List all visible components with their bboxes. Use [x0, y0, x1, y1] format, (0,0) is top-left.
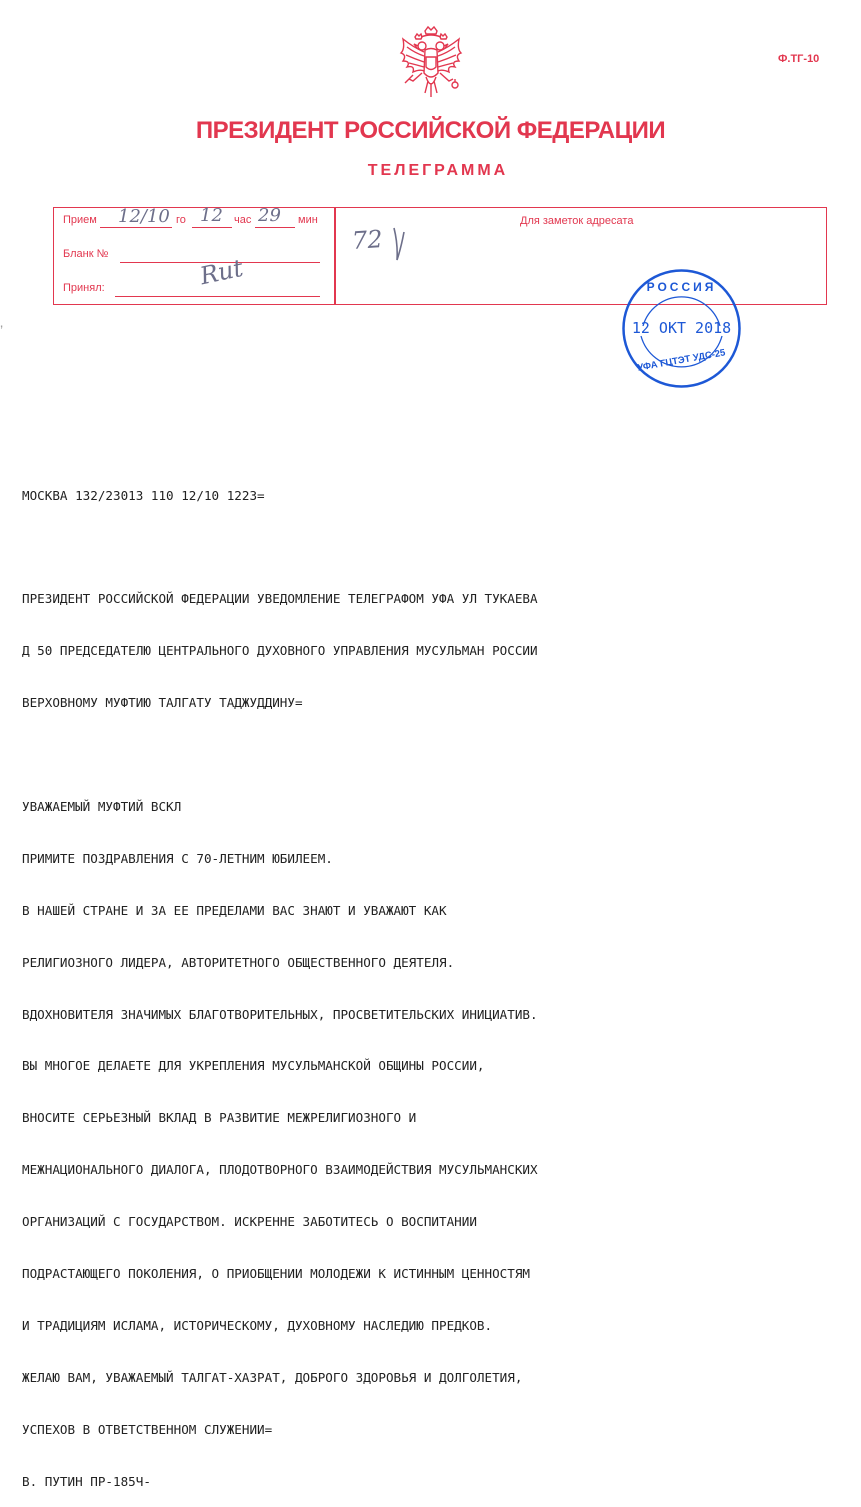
form-divider: [334, 207, 336, 305]
telegram-line: Д 50 ПРЕДСЕДАТЕЛЮ ЦЕНТРАЛЬНОГО ДУХОВНОГО УПРАВЛЕНИЯ МУСУЛЬМАН РОССИИ: [22, 643, 538, 659]
telegram-line: ПРЕЗИДЕНТ РОССИЙСКОЙ ФЕДЕРАЦИИ УВЕДОМЛЕНИЕ ТЕЛЕГРАФОМ УФА УЛ ТУКАЕВА: [22, 591, 538, 607]
minute-line: [255, 227, 295, 228]
telegram-line: [22, 538, 538, 555]
telegram-line: ПРИМИТЕ ПОЗДРАВЛЕНИЯ С 70-ЛЕТНИМ ЮБИЛЕЕМ.: [22, 850, 333, 866]
telegram-line: УВАЖАЕМЫЙ МУФТИЙ ВСКЛ: [22, 798, 182, 814]
accepted-line: [115, 296, 320, 297]
notes-label: Для заметок адресата: [520, 215, 634, 227]
telegram-line: ОРГАНИЗАЦИЙ С ГОСУДАРСТВОМ. ИСКРЕННЕ ЗАБОТИТЕСЬ О ВОСПИТАНИИ: [22, 1214, 477, 1230]
telegram-line: ПОДРАСТАЮЩЕГО ПОКОЛЕНИЯ, О ПРИОБЩЕНИИ МОЛОДЕЖИ К ИСТИННЫМ ЦЕННОСТЯМ: [22, 1265, 530, 1281]
received-line: [100, 227, 172, 228]
telegram-line: В НАШЕЙ СТРАНЕ И ЗА ЕЕ ПРЕДЕЛАМИ ВАС ЗНАЮТ И УВАЖАЮТ КАК: [22, 902, 447, 918]
telegram-body: [22, 452, 538, 1507]
received-date-handwritten: 12/10: [118, 206, 170, 227]
telegram-line: И ТРАДИЦИЯМ ИСЛАМА, ИСТОРИЧЕСКОМУ, ДУХОВНОМУ НАСЛЕДИЮ ПРЕДКОВ.: [22, 1317, 493, 1333]
telegram-line: УСПЕХОВ В ОТВЕТСТВЕННОМ СЛУЖЕНИИ=: [22, 1421, 273, 1437]
document-type-title: ТЕЛЕГРАММА: [367, 162, 509, 179]
telegram-line: ЖЕЛАЮ ВАМ, УВАЖАЕМЫЙ ТАЛГАТ-ХАЗРАТ, ДОБРОГО ЗДОРОВЬЯ И ДОЛГОЛЕТИЯ,: [22, 1369, 523, 1385]
telegram-line: МЕЖНАЦИОНАЛЬНОГО ДИАЛОГА, ПЛОДОТВОРНОГО ВЗАИМОДЕЙСТВИЯ МУСУЛЬМАНСКИХ: [22, 1162, 538, 1178]
telegram-line: ВЕРХОВНОМУ МУФТИЮ ТАЛГАТУ ТАДЖУДДИНУ=: [22, 695, 303, 711]
stamp-office: УФА ГЦТЭТ УДС-25: [636, 347, 727, 374]
handwritten-note: 72: [351, 224, 384, 256]
telegram-line: ВЫ МНОГОЕ ДЕЛАЕТЕ ДЛЯ УКРЕПЛЕНИЯ МУСУЛЬМАНСКОЙ ОБЩИНЫ РОССИИ,: [22, 1058, 485, 1074]
signature: Rut: [197, 253, 246, 291]
telegram-line: ВНОСИТЕ СЕРЬЕЗНЫЙ ВКЛАД В РАЗВИТИЕ МЕЖРЕЛИГИОЗНОГО И: [22, 1110, 417, 1126]
telegram-line: РЕЛИГИОЗНОГО ЛИДЕРА, АВТОРИТЕТНОГО ОБЩЕСТВЕННОГО ДЕЯТЕЛЯ.: [22, 954, 455, 970]
president-title: ПРЕЗИДЕНТ РОССИЙСКОЙ ФЕДЕРАЦИИ: [195, 117, 666, 144]
coat-of-arms-icon: [395, 25, 467, 105]
received-label: Прием: [63, 214, 97, 226]
minute-label: мин: [298, 214, 318, 226]
accepted-label: Принял:: [63, 282, 105, 294]
telegram-line: ВДОХНОВИТЕЛЯ ЗНАЧИМЫХ БЛАГОТВОРИТЕЛЬНЫХ, ПРОСВЕТИТЕЛЬСКИХ ИНИЦИАТИВ.: [22, 1006, 538, 1022]
telegram-line: В. ПУТИН ПР-185Ч-: [22, 1473, 151, 1489]
handwritten-mark: [392, 226, 406, 266]
stamp-date: 12 ОКТ 2018: [631, 319, 732, 337]
telegram-line: [22, 746, 538, 763]
blank-number-label: Бланк №: [63, 248, 109, 260]
hour-line: [192, 227, 232, 228]
edge-mark: ’: [0, 322, 4, 338]
stamp-country: РОССИЯ: [646, 280, 717, 294]
minute-handwritten: 29: [258, 205, 281, 226]
hour-handwritten: 12: [200, 205, 223, 226]
telegram-line: МОСКВА 132/23013 110 12/10 1223=: [22, 487, 265, 503]
form-code: Ф.ТГ-10: [778, 53, 820, 65]
hour-label: час: [234, 214, 252, 226]
postal-stamp: [619, 266, 744, 391]
year-label: го: [176, 214, 186, 226]
